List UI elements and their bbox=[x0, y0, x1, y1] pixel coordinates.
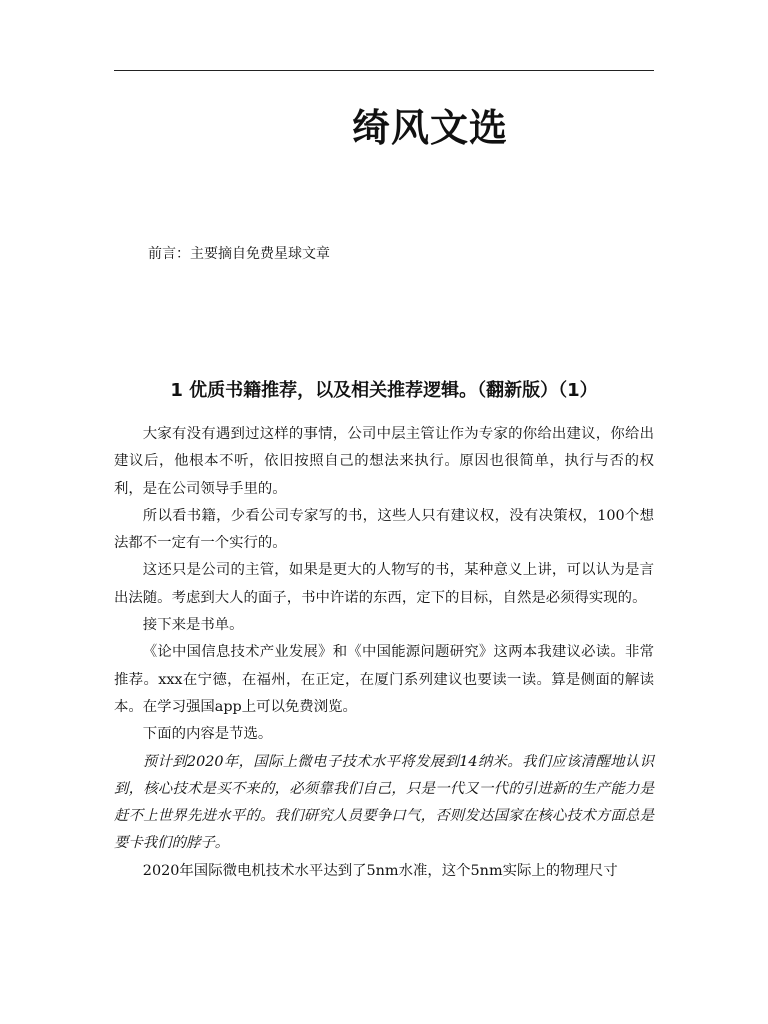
body-paragraph: 下面的内容是节选。 bbox=[142, 726, 273, 743]
section-heading: 1 优质书籍推荐，以及相关推荐逻辑。（翻新版）（1） bbox=[170, 380, 598, 401]
body-paragraph: 接下来是书单。 bbox=[142, 617, 244, 634]
document-body bbox=[114, 421, 654, 885]
body-paragraph: 大家有没有遇到过这样的事情，公司中层主管让作为专家的你给出建议，你给出建议后，他根本不听，依旧按照自己的想法来执行。原因也很简单，执行与否的权利，是在公司领导手里的。 bbox=[114, 426, 654, 497]
header-rule bbox=[114, 70, 654, 71]
body-paragraph: 这还只是公司的主管，如果是更大的人物写的书，某种意义上讲，可以认为是言出法随。考虑到大人的面子，书中许诺的东西，定下的目标，自然是必须得实现的。 bbox=[114, 562, 654, 606]
document-title: 绮风文选 bbox=[351, 106, 508, 150]
preface-text: 前言：主要摘自免费星球文章 bbox=[148, 246, 330, 262]
quoted-excerpt: 预计到2020年，国际上微电子技术水平将发展到14纳米。我们应该清醒地认识到，核心技术是买不来的，必须靠我们自己，只是一代又一代的引进新的生产能力是赶不上世界先进水平的。我们研究人员要争口气，否则发达国家在核心技术方面总是要卡我们的脖子。 bbox=[114, 753, 654, 852]
body-paragraph: 2020年国际微电机技术水平达到了5nm水准，这个5nm实际上的物理尺寸 bbox=[142, 862, 618, 879]
body-paragraph: 所以看书籍，少看公司专家写的书，这些人只有建议权，没有决策权，100个想法都不一定有一个实行的。 bbox=[114, 507, 654, 552]
body-paragraph: 《论中国信息技术产业发展》和《中国能源问题研究》这两本我建议必读。非常推荐。xxx在宁德，在福州，在正定，在厦门系列建议也要读一读。算是侧面的解读本。在学习强国app上可以免费浏览。 bbox=[114, 644, 654, 715]
